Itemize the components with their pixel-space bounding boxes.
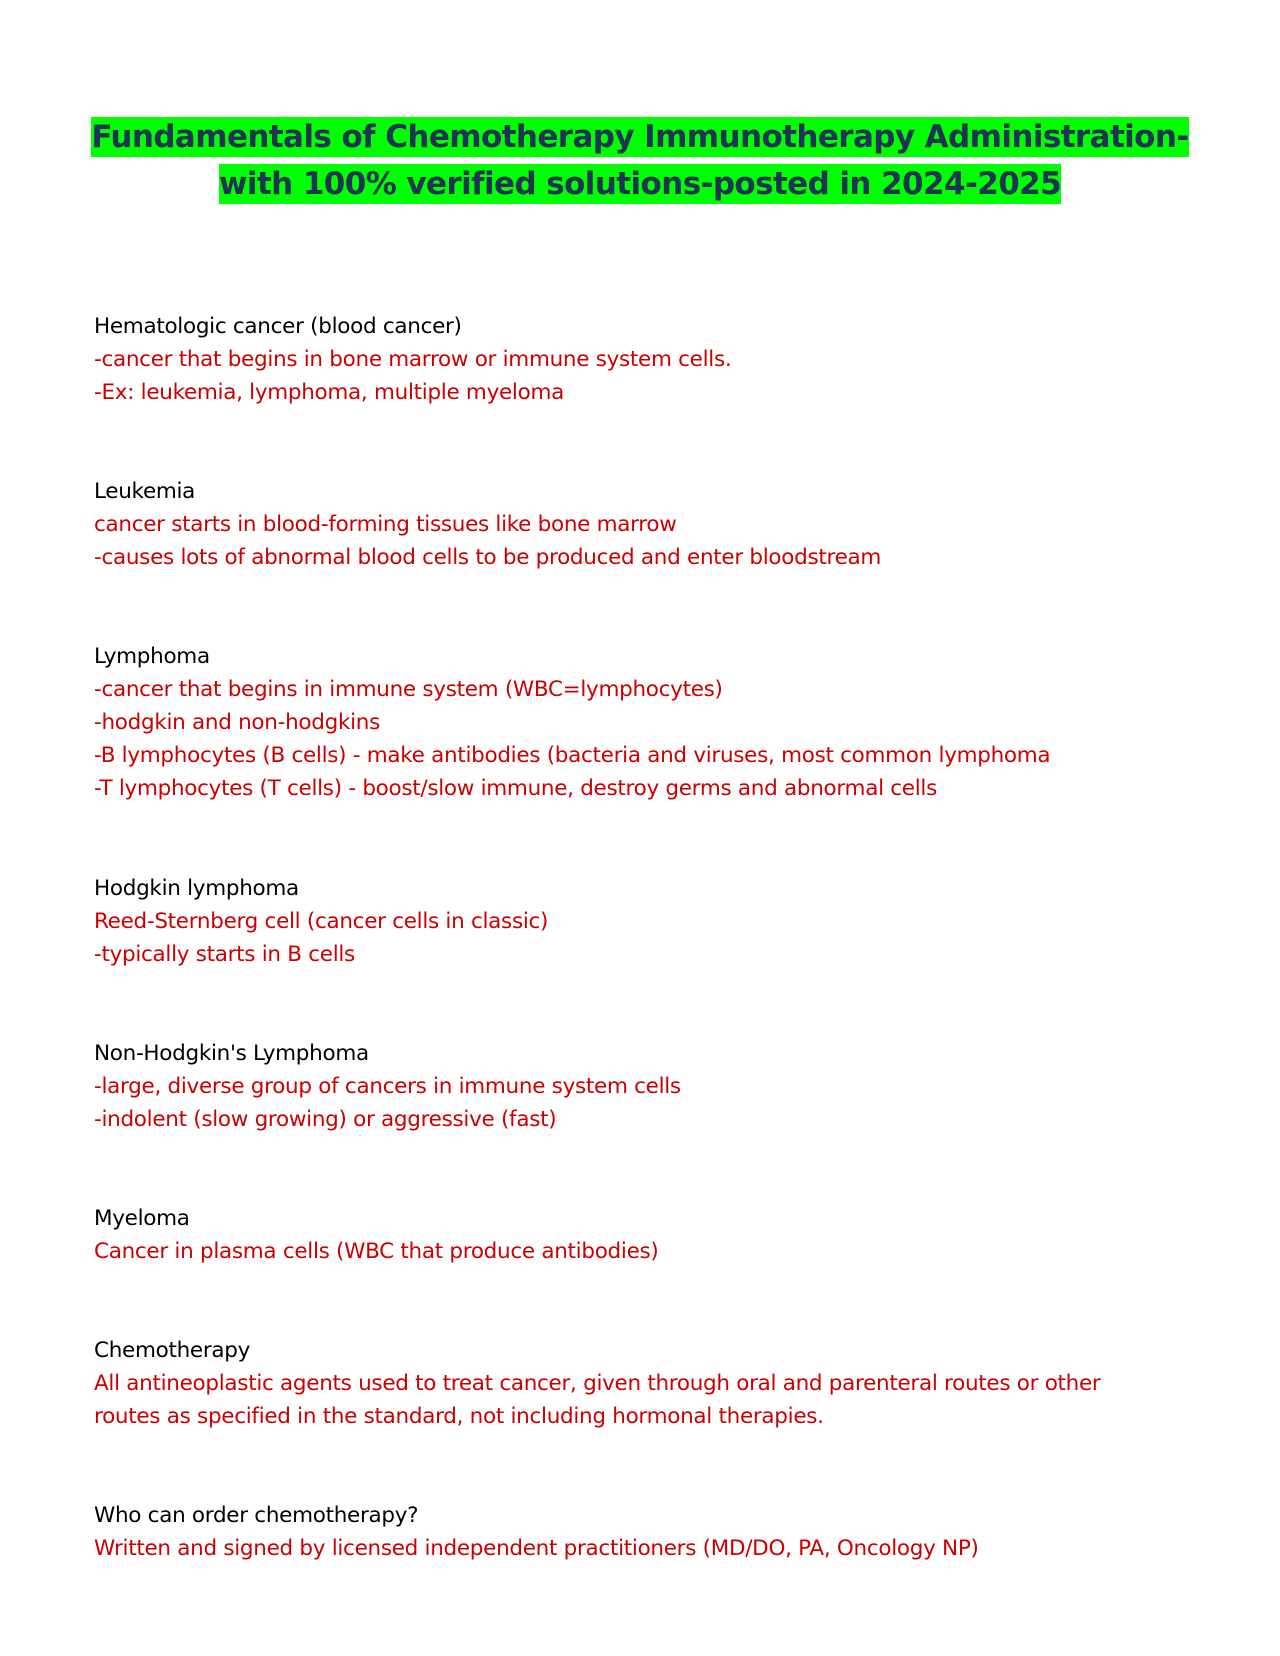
flashcard-definition-line: -cancer that begins in immune system (WBC=lymphocytes) bbox=[94, 677, 723, 702]
flashcard-entry bbox=[94, 1499, 1184, 1565]
flashcard-definition-line: Written and signed by licensed independent practitioners (MD/DO, PA, Oncology NP) bbox=[94, 1536, 979, 1561]
flashcard-definition-line: Reed-Sternberg cell (cancer cells in classic) bbox=[94, 909, 549, 934]
flashcard-definition-line: routes as specified in the standard, not including hormonal therapies. bbox=[94, 1404, 824, 1429]
flashcard-definition-line: Cancer in plasma cells (WBC that produce antibodies) bbox=[94, 1239, 659, 1264]
flashcard-definition-line: -T lymphocytes (T cells) - boost/slow immune, destroy germs and abnormal cells bbox=[94, 776, 937, 801]
flashcard-definition-line: -causes lots of abnormal blood cells to be produced and enter bloodstream bbox=[94, 545, 882, 570]
flashcard-definition-line: cancer starts in blood-forming tissues like bone marrow bbox=[94, 512, 677, 537]
flashcard-term: Who can order chemotherapy? bbox=[94, 1503, 419, 1528]
flashcard-entry bbox=[94, 475, 1184, 574]
flashcard-definition-line: All antineoplastic agents used to treat cancer, given through oral and parenteral routes or other bbox=[94, 1371, 1101, 1396]
flashcard-term: Non-Hodgkin's Lymphoma bbox=[94, 1041, 369, 1066]
flashcard-entry bbox=[94, 1037, 1184, 1136]
flashcard-definition-line: -cancer that begins in bone marrow or immune system cells. bbox=[94, 347, 732, 372]
flashcard-entry bbox=[94, 310, 1184, 409]
flashcard-term: Leukemia bbox=[94, 479, 196, 504]
title-line-1: Fundamentals of Chemotherapy Immunotherapy Administration- bbox=[91, 119, 1189, 155]
document-title bbox=[60, 114, 1220, 208]
flashcard-entry bbox=[94, 872, 1184, 971]
flashcard-definition-line: -hodgkin and non-hodgkins bbox=[94, 710, 380, 735]
flashcard-definition-line: -typically starts in B cells bbox=[94, 942, 355, 967]
flashcard-term: Hematologic cancer (blood cancer) bbox=[94, 314, 462, 339]
flashcard-entry bbox=[94, 640, 1184, 805]
flashcard-entry bbox=[94, 1334, 1184, 1433]
flashcard-term: Hodgkin lymphoma bbox=[94, 876, 299, 901]
flashcard-term: Lymphoma bbox=[94, 644, 210, 669]
flashcard-definition-line: -Ex: leukemia, lymphoma, multiple myeloma bbox=[94, 380, 564, 405]
flashcard-entry bbox=[94, 1202, 1184, 1268]
flashcard-definition-line: -indolent (slow growing) or aggressive (fast) bbox=[94, 1107, 557, 1132]
flashcard-definition-line: -large, diverse group of cancers in immune system cells bbox=[94, 1074, 681, 1099]
flashcard-definition-line: -B lymphocytes (B cells) - make antibodies (bacteria and viruses, most common lymphoma bbox=[94, 743, 1051, 768]
flashcard-term: Chemotherapy bbox=[94, 1338, 251, 1363]
flashcard-term: Myeloma bbox=[94, 1206, 190, 1231]
title-line-2: with 100% verified solutions-posted in 2024-2025 bbox=[218, 166, 1062, 202]
